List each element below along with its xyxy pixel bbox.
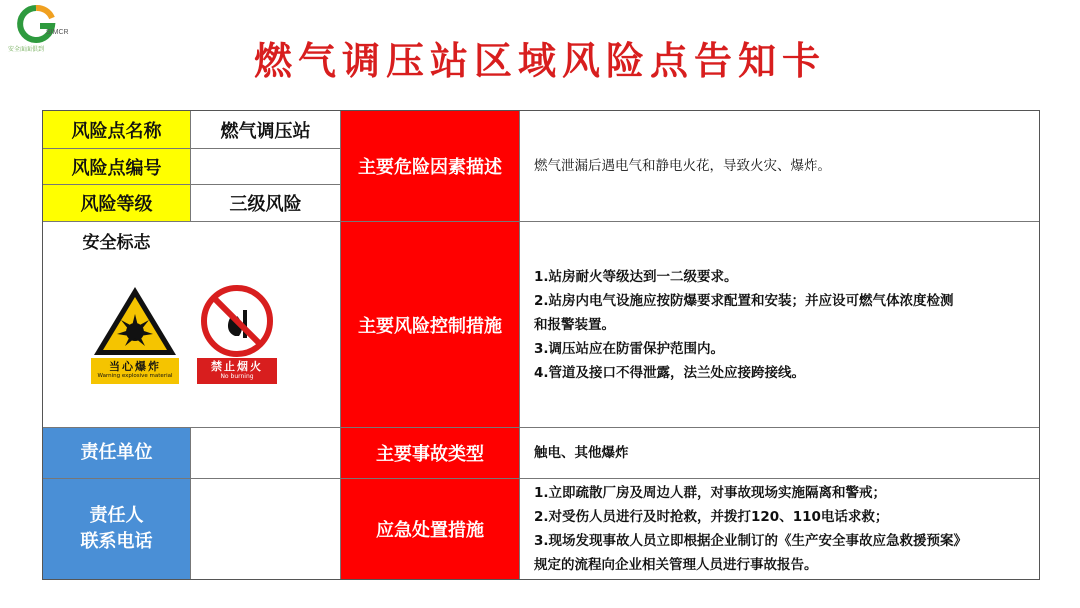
no-fire-cn: 禁止烟火 — [211, 360, 263, 373]
responsible-unit-label: 责任单位 — [43, 427, 190, 478]
no-fire-sign — [197, 284, 277, 384]
control-measures-text — [519, 221, 1039, 427]
control-item: 1.站房耐火等级达到一二级要求。 — [534, 268, 738, 285]
no-fire-label — [197, 358, 277, 384]
risk-level-label: 风险等级 — [43, 184, 190, 221]
responsible-person-label — [43, 478, 190, 579]
hazard-label: 主要危险因素描述 — [340, 111, 519, 221]
responsible-person-label-line1: 责任人 — [89, 505, 144, 526]
no-fire-en: No burning — [220, 373, 254, 380]
emergency-item: 3.现场发现事故人员立即根据企业制订的《生产安全事故应急救援预案》 — [534, 533, 968, 549]
emergency-measures-label: 应急处置措施 — [340, 478, 519, 579]
control-item: 4.管道及接口不得泄露，法兰处应接跨接线。 — [534, 364, 806, 381]
responsible-person-label-line2: 联系电话 — [80, 531, 153, 552]
hazard-text: 燃气泄漏后遇电气和静电火花，导致火灾、爆炸。 — [519, 111, 1039, 221]
risk-name-label: 风险点名称 — [43, 111, 190, 148]
explosion-warning-cn: 当心爆炸 — [109, 360, 161, 373]
accident-type-label: 主要事故类型 — [340, 427, 519, 478]
risk-level-value: 三级风险 — [190, 184, 340, 221]
responsible-person-value — [190, 478, 340, 579]
control-measures-label: 主要风险控制措施 — [340, 221, 519, 427]
logo-mark-text: SIMCR — [46, 29, 69, 36]
risk-name-value: 燃气调压站 — [190, 111, 340, 148]
control-item: 3.调压站应在防雷保护范围内。 — [534, 340, 725, 357]
page-title: 燃气调压站区域风险点告知卡 — [253, 39, 826, 83]
control-item: 2.站房内电气设施应按防爆要求配置和安装；并应设可燃气体浓度检测 — [534, 292, 954, 309]
explosion-warning-icon — [91, 284, 179, 358]
logo-subtitle: 安全面面俱到 — [8, 46, 45, 53]
responsible-unit-value — [190, 427, 340, 478]
emergency-item: 1.立即疏散厂房及周边人群，对事故现场实施隔离和警戒； — [534, 485, 887, 501]
explosion-warning-label — [91, 358, 179, 384]
no-fire-icon — [197, 284, 277, 358]
emergency-measures-text — [519, 478, 1039, 579]
risk-card-table — [42, 110, 1040, 580]
emergency-item: 2.对受伤人员进行及时抢救，并拨打120、110电话求救； — [534, 509, 889, 525]
control-item: 和报警装置。 — [534, 316, 615, 333]
safety-signs-title: 安全标志 — [82, 233, 151, 253]
safety-signs-cell — [43, 221, 340, 427]
emergency-item: 规定的流程向企业相关管理人员进行事故报告。 — [534, 557, 818, 573]
risk-code-label: 风险点编号 — [43, 148, 190, 184]
risk-code-value — [190, 148, 340, 184]
explosion-warning-en: Warning explosive material — [97, 373, 173, 379]
accident-type-text: 触电、其他爆炸 — [519, 427, 1039, 478]
explosion-warning-sign — [91, 284, 179, 384]
